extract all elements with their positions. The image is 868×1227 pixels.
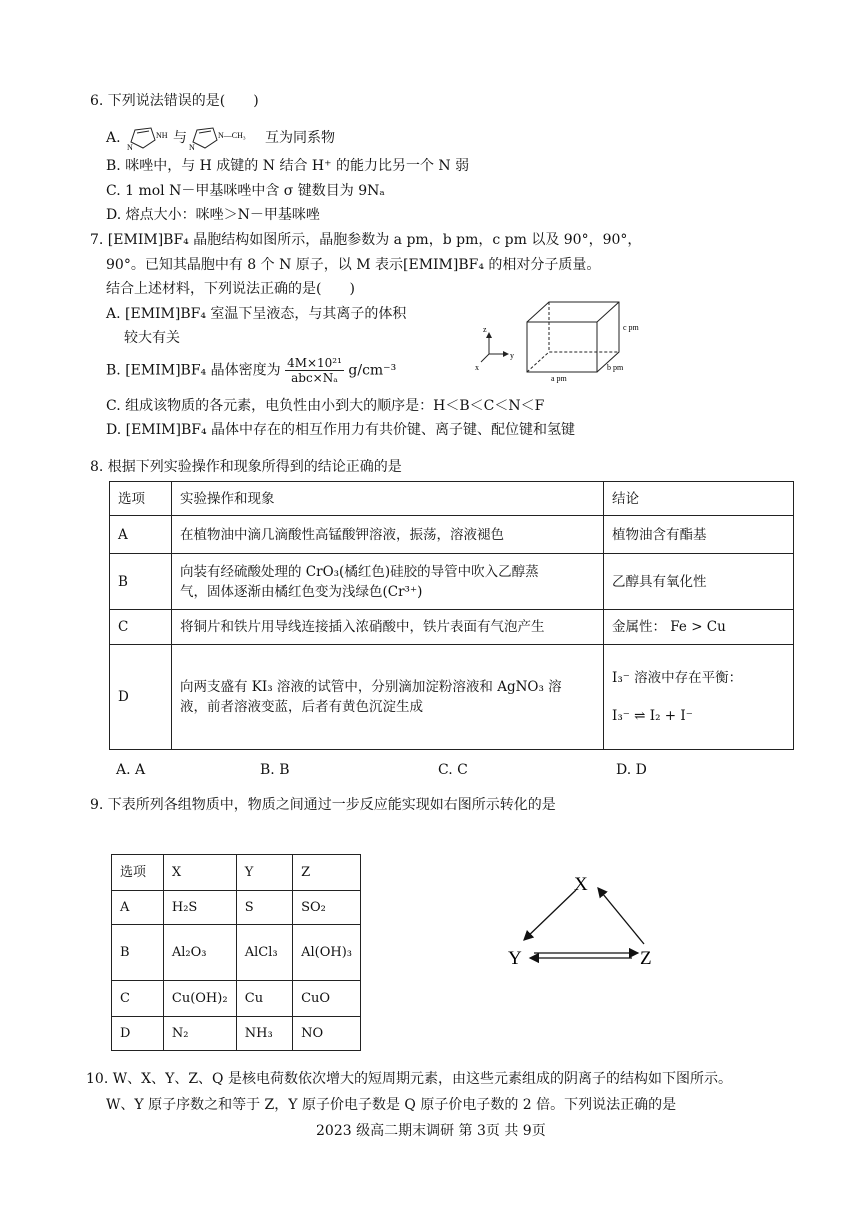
q9-header-y: Y	[236, 855, 292, 891]
q8-row-d-operation	[172, 645, 604, 750]
q8-row-d-option: D	[110, 645, 172, 750]
imidazole-structure	[125, 124, 173, 152]
q8-header-option: 选项	[110, 482, 172, 516]
q9-row-b-z: Al(OH)₃	[293, 925, 361, 981]
density-fraction	[285, 356, 344, 385]
q8-row-a-conclusion: 植物油含有酯基	[604, 516, 794, 554]
q8-row-d-conclusion-line2: I₃⁻ ⇌ I₂ + I⁻	[612, 708, 693, 724]
q9-row-b-x: Al₂O₃	[163, 925, 236, 981]
cell-top-edge	[597, 302, 619, 322]
table-row	[110, 516, 794, 554]
q7-option-d: D. [EMIM]BF₄ 晶体中存在的相互作用力有共价键、离子键、配位键和氢键	[106, 422, 576, 438]
y-axis-head	[503, 351, 509, 357]
q9-row-b-option: B	[112, 925, 164, 981]
q9-row-a-y: S	[236, 891, 292, 925]
q8-row-a-operation: 在植物油中滴几滴酸性高锰酸钾溶液，振荡，溶液褪色	[172, 516, 604, 554]
q8-row-a-option: A	[110, 516, 172, 554]
table-row	[110, 554, 794, 610]
q8-row-d-operation-line2: 液，前者溶液变蓝，后者有黄色沉淀生成	[180, 699, 423, 715]
cell-c-label: c pm	[623, 323, 639, 332]
table-row	[110, 610, 794, 645]
arrow-x-to-y	[524, 890, 576, 940]
q6-option-a	[106, 124, 335, 152]
q8-choice-d: D. D	[616, 762, 647, 778]
q6-option-b: B. 咪唑中，与 H 成键的 N 结合 H⁺ 的能力比另一个 N 弱	[106, 158, 470, 174]
page-footer: 2023 级高二期末调研 第 3页 共 9页	[316, 1123, 546, 1139]
q8-row-d-conclusion-line1: I₃⁻ 溶液中存在平衡：	[612, 670, 743, 686]
cell-hidden-edges	[527, 352, 619, 372]
q6-a-mid: 与	[173, 130, 188, 146]
methylimidazole-ch3-label: N—CH₃	[218, 131, 246, 140]
q9-row-d-y: NH₃	[236, 1017, 292, 1051]
q9-row-a-option: A	[112, 891, 164, 925]
q9-row-c-y: Cu	[236, 981, 292, 1017]
q6-option-d: D. 熔点大小：咪唑＞N－甲基咪唑	[106, 207, 320, 223]
q8-row-d-operation-line1: 向两支盛有 KI₃ 溶液的试管中，分别滴加淀粉溶液和 AgNO₃ 溶	[180, 679, 562, 695]
q8-header-row	[110, 482, 794, 516]
q7-option-b	[106, 356, 396, 385]
q9-row-a-x: H₂S	[163, 891, 236, 925]
cell-a-label: a pm	[551, 374, 567, 383]
q7-stem-line3: 结合上述材料，下列说法正确的是( )	[106, 281, 355, 297]
node-x: X	[574, 874, 588, 895]
y-axis-label: y	[510, 351, 514, 360]
q9-header-x: X	[163, 855, 236, 891]
q9-row-c-x: Cu(OH)₂	[163, 981, 236, 1017]
q7-stem-line1: 7. [EMIM]BF₄ 晶胞结构如图所示，晶胞参数为 a pm，b pm，c pm 以及 90°，90°，	[90, 232, 642, 248]
cell-back-edges	[527, 302, 619, 372]
transformation-diagram	[500, 868, 670, 970]
q8-row-c-conclusion: 金属性： Fe > Cu	[604, 610, 794, 645]
q8-row-b-operation	[172, 554, 604, 610]
q10-stem-line1: 10. W、X、Y、Z、Q 是核电荷数依次增大的短周期元素，由这些元素组成的阴离子的结构如下图所示。	[86, 1071, 732, 1087]
arrow-z-to-x	[598, 888, 644, 944]
q8-header-conclusion: 结论	[604, 482, 794, 516]
table-row	[110, 645, 794, 750]
q8-choice-c: C. C	[438, 762, 468, 778]
q8-header-operation: 实验操作和现象	[172, 482, 604, 516]
q8-row-b-operation-line1: 向装有经硫酸处理的 CrO₃(橘红色)硅胶的导管中吹入乙醇蒸	[180, 563, 539, 580]
q9-row-b-y: AlCl₃	[236, 925, 292, 981]
table-row	[112, 891, 361, 925]
q8-stem: 8. 根据下列实验操作和现象所得到的结论正确的是	[90, 459, 402, 475]
node-y: Y	[508, 948, 522, 969]
q9-table	[111, 854, 361, 1051]
q9-row-c-option: C	[112, 981, 164, 1017]
q9-row-c-z: CuO	[293, 981, 361, 1017]
z-axis-label: z	[483, 325, 487, 334]
q7-b-unit: g/cm⁻³	[348, 362, 397, 379]
imidazole-nh-label: NH	[156, 131, 168, 140]
node-z: Z	[640, 948, 652, 969]
q8-row-c-option: C	[110, 610, 172, 645]
table-row	[112, 1017, 361, 1051]
q6-a-prefix: A.	[106, 130, 121, 146]
x-axis-arrow	[481, 354, 489, 362]
q8-row-c-operation: 将铜片和铁片用导线连接插入浓硝酸中，铁片表面有气泡产生	[172, 610, 604, 645]
x-axis-label: x	[475, 363, 479, 372]
q8-choice-a: A. A	[116, 762, 146, 778]
q7-stem-line2: 90°。已知其晶胞中有 8 个 N 原子，以 M 表示[EMIM]BF₄ 的相对分子质量。	[106, 257, 601, 273]
q8-table	[109, 481, 794, 750]
q9-stem: 9. 下表所列各组物质中，物质之间通过一步反应能实现如右图所示转化的是	[90, 797, 556, 813]
q8-row-b-conclusion: 乙醇具有氧化性	[604, 554, 794, 610]
z-axis-head	[486, 332, 492, 338]
methylimidazole-structure	[187, 124, 265, 152]
imidazole-n-label: N	[127, 143, 133, 152]
table-row	[112, 981, 361, 1017]
cell-b-label: b pm	[607, 363, 624, 372]
q7-option-a-line1: A. [EMIM]BF₄ 室温下呈液态，与其离子的体积	[106, 306, 407, 322]
q8-choice-b: B. B	[260, 762, 290, 778]
q9-row-d-x: N₂	[163, 1017, 236, 1051]
q8-row-d-conclusion	[604, 645, 794, 750]
q8-row-b-option: B	[110, 554, 172, 610]
q6-a-suffix: 互为同系物	[265, 130, 336, 146]
density-numerator: 4M×10²¹	[287, 356, 342, 370]
q7-option-c: C. 组成该物质的各元素，电负性由小到大的顺序是：H＜B＜C＜N＜F	[106, 398, 545, 414]
q6-option-c: C. 1 mol N－甲基咪唑中含 σ 键数目为 9Nₐ	[106, 183, 385, 199]
cell-front-face	[527, 322, 597, 372]
methylimidazole-n-label: N	[189, 143, 195, 152]
q9-row-a-z: SO₂	[293, 891, 361, 925]
q6-stem: 6. 下列说法错误的是( )	[90, 93, 259, 109]
density-denominator: abc×Nₐ	[291, 371, 338, 385]
q7-b-prefix: B. [EMIM]BF₄ 晶体密度为	[106, 362, 281, 379]
q8-row-b-operation-line2: 气，固体逐渐由橘红色变为浅绿色(Cr³⁺)	[180, 583, 423, 600]
q9-row-d-option: D	[112, 1017, 164, 1051]
q9-header-row	[112, 855, 361, 891]
q9-header-option: 选项	[112, 855, 164, 891]
q7-option-a-line2: 较大有关	[124, 330, 180, 346]
table-row	[112, 925, 361, 981]
q9-header-z: Z	[293, 855, 361, 891]
q9-row-d-z: NO	[293, 1017, 361, 1051]
q10-stem-line2: W、Y 原子序数之和等于 Z，Y 原子价电子数是 Q 原子价电子数的 2 倍。下列说法正确的是	[106, 1097, 677, 1113]
unit-cell-figure	[475, 292, 655, 384]
